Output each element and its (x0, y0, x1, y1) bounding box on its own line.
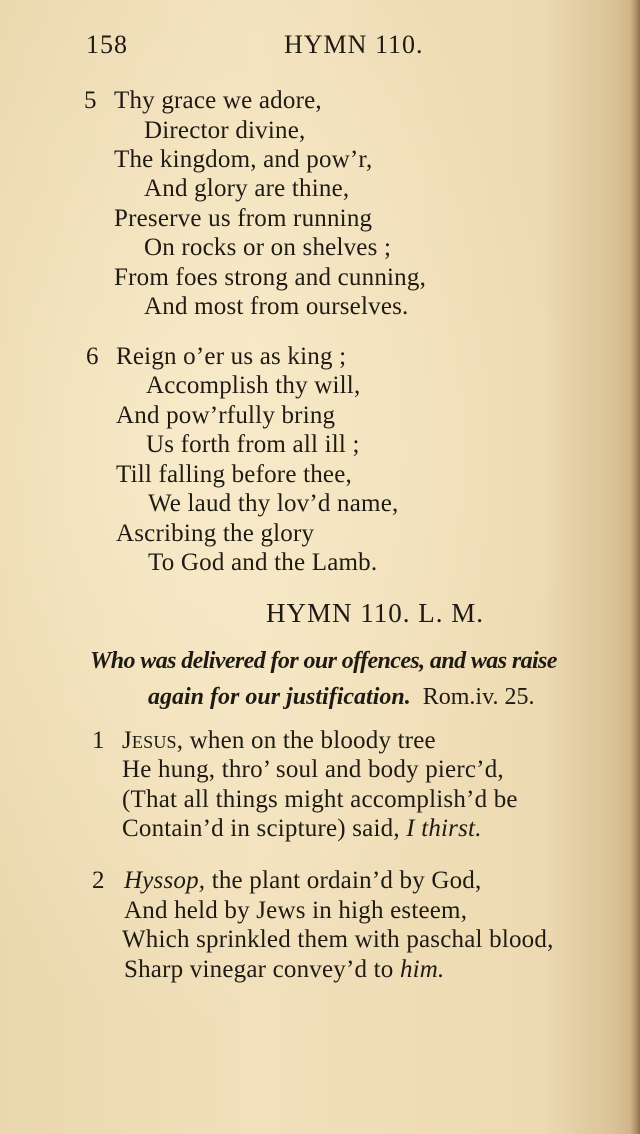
verse-5-line-5: Preserve us from running (114, 205, 373, 232)
verse-number-5: 5 (84, 87, 97, 114)
verse-number-6: 6 (86, 343, 99, 370)
verse-2-line-4-start: Sharp vinegar convey’d to (124, 956, 400, 983)
verse-5-line-3: The kingdom, and pow’r, (114, 146, 373, 173)
verse-1-line-4-italic: I thirst. (406, 815, 482, 842)
verse-6-line-3: And pow’rfully bring (116, 402, 336, 429)
verse-6-line-4: Us forth from all ill ; (146, 431, 360, 458)
verse-5-line-7: From foes strong and cunning, (114, 264, 427, 291)
page-edge-shadow (630, 0, 640, 1134)
verse-5-line-4: And glory are thine, (144, 175, 350, 202)
verse-1-line-3: (That all things might accomplish’d be (122, 786, 518, 813)
verse-2-line-4-italic: him. (399, 956, 445, 983)
verse-5-line-8: And most from ourselves. (144, 293, 409, 320)
verse-2-line-2: And held by Jews in high esteem, (124, 897, 468, 924)
verse-1-line-1 (122, 726, 436, 756)
verse-2-line-1 (124, 866, 481, 896)
epigraph-line-1: Who was delivered for our offences, and was raise (90, 648, 557, 674)
verse-1-line-2: He hung, thro’ soul and body pierc’d, (122, 756, 504, 783)
verse-6-line-5: Till falling before thee, (116, 461, 352, 488)
verse-5-line-2: Director divine, (144, 117, 306, 144)
verse-1-first-word: Jesus, (122, 727, 184, 754)
verse-2-first-word: Hyssop, (124, 867, 206, 894)
page-number: 158 (86, 30, 128, 59)
running-title: HYMN 110. (284, 30, 424, 59)
verse-2-line-4 (124, 955, 445, 985)
verse-2-line-3: Which sprinkled them with paschal blood, (122, 926, 554, 953)
verse-1-first-rest: when on the bloody tree (183, 727, 436, 754)
verse-6-line-7: Ascribing the glory (116, 520, 315, 547)
verse-number-1: 1 (92, 727, 105, 754)
scripture-reference: Rom.iv. 25. (422, 684, 535, 710)
verse-1-line-4-start: Contain’d in scipture) said, (122, 815, 407, 842)
verse-6-line-8: To God and the Lamb. (148, 549, 378, 576)
hymn-heading: HYMN 110. L. M. (266, 598, 485, 628)
epigraph-italic-text: again for our justification. (148, 684, 411, 710)
verse-6-line-2: Accomplish thy will, (146, 372, 361, 399)
epigraph-line-2 (148, 682, 535, 712)
verse-number-2: 2 (92, 867, 105, 894)
verse-1-line-4 (122, 814, 482, 844)
verse-2-first-rest: the plant ordain’d by God, (205, 867, 482, 894)
verse-6-line-6: We laud thy lov’d name, (148, 490, 399, 517)
verse-5-line-6: On rocks or on shelves ; (144, 234, 392, 261)
verse-5-line-1: Thy grace we adore, (114, 87, 322, 114)
verse-6-line-1: Reign o’er us as king ; (116, 343, 347, 370)
